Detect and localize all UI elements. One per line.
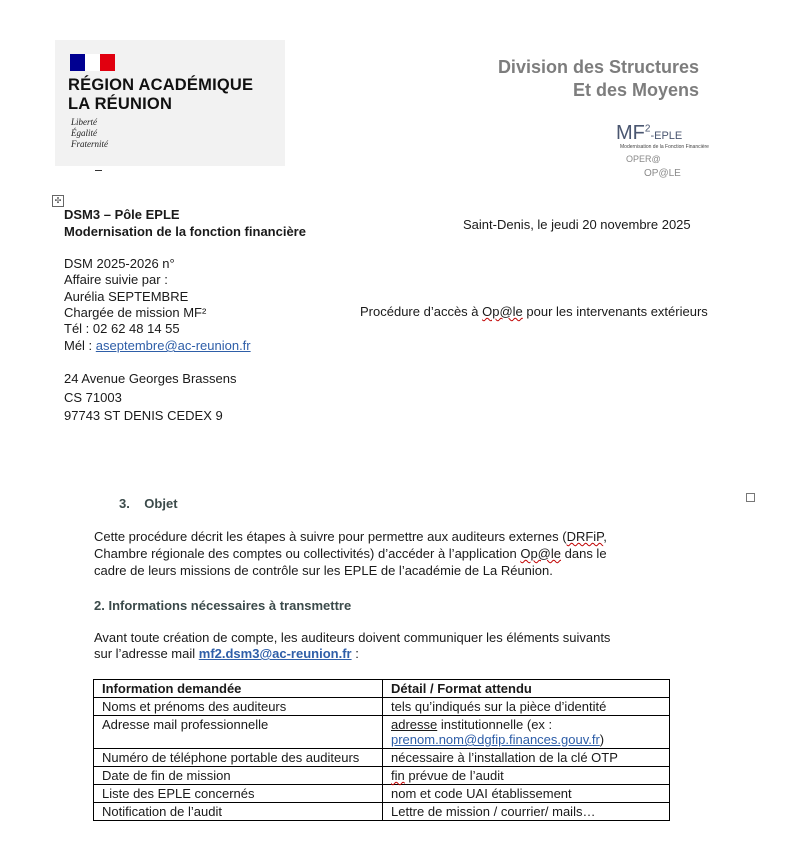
contact-mail-link[interactable]: aseptembre@ac-reunion.fr (95, 338, 251, 353)
informations-paragraph-line-1: Avant toute création de compte, les auditeurs doivent communiquer les éléments suivants (94, 630, 611, 645)
service-name: DSM3 – Pôle EPLE (64, 207, 180, 222)
table-row (94, 698, 670, 716)
division-title: Division des Structures Et des Moyens (497, 57, 699, 100)
table-header-cell: Information demandée (94, 680, 383, 698)
table-header-cell: Détail / Format attendu (383, 680, 670, 698)
paragraph-mark-box (746, 493, 755, 502)
contact-mail: Mél : aseptembre@ac-reunion.fr (64, 338, 251, 353)
table-cell: Liste des EPLE concernés (94, 785, 383, 803)
section-informations-heading: 2. Informations nécessaires à transmettre (94, 598, 352, 613)
contact-phone: Tél : 02 62 48 14 55 (64, 321, 180, 336)
table-cell: Noms et prénoms des auditeurs (94, 698, 383, 716)
subject-line: Procédure d’accès à Op@le pour les intervenants extérieurs (360, 304, 708, 319)
french-flag-icon (70, 54, 116, 71)
republic-motto: Liberté Égalité Fraternité (71, 117, 108, 149)
table-cell: fin prévue de l’audit (383, 767, 670, 785)
table-move-handle-icon[interactable]: ✣ (52, 195, 64, 207)
mf2-eple-logo: $MF^2$-EPLE Modernisation de la Fonction Financière OPER@ OP@LE (616, 122, 709, 179)
table-cell: Adresse mail professionnelle (94, 716, 383, 749)
service-subtitle: Modernisation de la fonction financière (64, 224, 306, 239)
contact-role: Chargée de mission MF² (64, 305, 207, 320)
date-line: Saint-Denis, le jeudi 20 novembre 2025 (463, 217, 691, 232)
table-row (94, 803, 670, 821)
table-cell: nécessaire à l’installation de la clé OTP (383, 749, 670, 767)
objet-paragraph-line-3: cadre de leurs missions de contrôle sur les EPLE de l’académie de La Réunion. (94, 563, 553, 578)
table-row (94, 716, 670, 749)
address-line-3: 97743 ST DENIS CEDEX 9 (64, 408, 223, 423)
table-cell: Date de fin de mission (94, 767, 383, 785)
required-information-table (93, 679, 670, 821)
table-cell: Lettre de mission / courrier/ mails… (383, 803, 670, 821)
section-objet-heading: 3. Objet (119, 496, 178, 511)
table-row (94, 749, 670, 767)
dsm3-mail-link[interactable]: mf2.dsm3@ac-reunion.fr (198, 646, 352, 661)
example-email-link[interactable]: prenom.nom@dgfip.finances.gouv.fr (391, 732, 600, 747)
reference-number: DSM 2025-2026 n° (64, 256, 175, 271)
table-cell: tels qu’indiqués sur la pièce d’identité (383, 698, 670, 716)
table-cell: Numéro de téléphone portable des auditeurs (94, 749, 383, 767)
table-row (94, 785, 670, 803)
divider-dash (95, 170, 102, 171)
address-line-1: 24 Avenue Georges Brassens (64, 371, 237, 386)
objet-paragraph-line-1: Cette procédure décrit les étapes à suivre pour permettre aux auditeurs externes (DRFiP, (94, 529, 607, 544)
table-cell: Notification de l’audit (94, 803, 383, 821)
informations-paragraph-line-2: sur l’adresse mail mf2.dsm3@ac-reunion.fr : (94, 646, 359, 661)
address-line-2: CS 71003 (64, 390, 122, 405)
contact-name: Aurélia SEPTEMBRE (64, 289, 189, 304)
objet-paragraph-line-2: Chambre régionale des comptes ou collectivités) d’accéder à l’application Op@le dans le (94, 546, 607, 561)
table-header-row (94, 680, 670, 698)
region-name: RÉGION ACADÉMIQUE LA RÉUNION (68, 76, 254, 113)
table-cell: nom et code UAI établissement (383, 785, 670, 803)
table-cell: adresse institutionnelle (ex : prenom.nom@dgfip.finances.gouv.fr) (383, 716, 670, 749)
followed-by-label: Affaire suivie par : (64, 272, 168, 287)
table-row (94, 767, 670, 785)
